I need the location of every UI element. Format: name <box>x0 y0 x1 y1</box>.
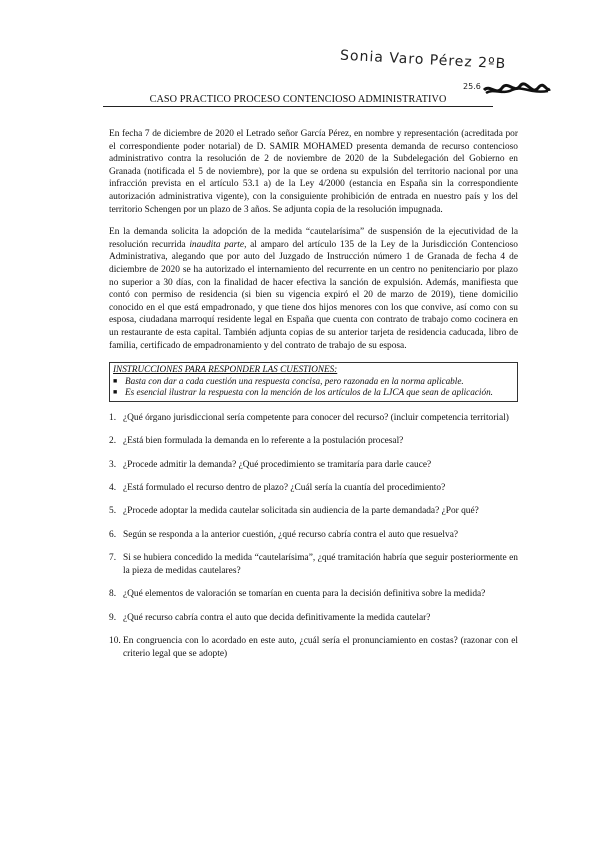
paragraph-2-text-a: En la demanda solicita la adopción de la medida “cautelarísima” de suspensión de la ejecutividad de la resolución recurrida <box>109 227 518 250</box>
question-item <box>109 552 518 577</box>
square-bullet-icon: ■ <box>113 376 118 385</box>
question-item <box>109 505 518 518</box>
question-item <box>109 635 518 660</box>
instruction-item <box>113 376 514 388</box>
question-item <box>109 459 518 472</box>
question-item <box>109 482 518 495</box>
question-item <box>109 588 518 601</box>
paragraph-2-italic: inaudita parte <box>189 239 245 250</box>
instructions-box <box>109 362 518 402</box>
case-paragraph-2 <box>109 226 518 352</box>
document-title: CASO PRACTICO PROCESO CONTENCIOSO ADMINISTRATIVO <box>103 94 493 107</box>
question-item <box>109 529 518 542</box>
question-number: 5. <box>109 506 117 517</box>
question-number: 10. <box>109 635 121 646</box>
questions-list <box>109 412 518 660</box>
question-text: ¿Procede admitir la demanda? ¿Qué procedimiento se tramitaría para darle cauce? <box>123 459 432 470</box>
question-text: ¿Está formulado el recurso dentro de plazo? ¿Cuál sería la cuantía del procedimiento? <box>123 483 446 494</box>
question-number: 2. <box>109 436 117 447</box>
question-item <box>109 612 518 625</box>
instruction-text: Basta con dar a cada cuestión una respuesta concisa, pero razonada en la norma aplicable. <box>125 375 464 386</box>
question-text: ¿Procede adoptar la medida cautelar solicitada sin audiencia de la parte demandada? ¿Por qué? <box>123 506 479 517</box>
question-number: 7. <box>109 553 117 564</box>
question-text: ¿Qué órgano jurisdiccional sería competente para conocer del recurso? (incluir competencia territorial) <box>123 412 509 423</box>
question-number: 8. <box>109 589 117 600</box>
handwritten-date: 25.6 <box>463 82 481 91</box>
question-number: 6. <box>109 529 117 540</box>
instructions-title: INSTRUCCIONES PARA RESPONDER LAS CUESTIONES: <box>113 364 338 375</box>
handwritten-student-name: Sonia Varo Pérez 2ºB <box>339 47 507 73</box>
question-text: ¿Qué elementos de valoración se tomarían en cuenta para la decisión definitiva sobre la medida? <box>123 589 486 600</box>
question-text: ¿Qué recurso cabría contra el auto que decida definitivamente la medida cautelar? <box>123 612 431 623</box>
paragraph-2-text-b: , al amparo del artículo 135 de la Ley de la Jurisdicción Contencioso Administrativa, alegando que por auto del Juzgado de Instrucción número 1 de Granada de fecha 4 de diciembre de 2020 se ha autorizado el internamiento del recurrente en un centro no penitenciario por plazo no superior a 30 días, con la finalidad de hacer efectiva la sanción de expulsión. Además, manifiesta que contó con permiso de residencia (si bien su vigencia expiró el 20 de marzo de 2019), tiene domicilio conocido en el que está empadronado, y que tiene dos hijos menores con los que convive, así como con su esposa, ciudadana marroquí residente legal en España que cuenta con contrato de trabajo como cocinera en un restaurante de esta capital. También adjunta copias de su anterior tarjeta de residencia caducada, libro de familia, certificado de empadronamiento y del contrato de trabajo de su esposa. <box>109 239 518 351</box>
question-text: En congruencia con lo acordado en este auto, ¿cuál sería el pronunciamiento en costas? (razonar con el criterio legal que se adopte) <box>123 635 518 659</box>
question-text: Si se hubiera concedido la medida “cautelarísima”, ¿qué tramitación habría que seguir posteriormente en la pieza de medidas cautelares? <box>123 553 518 576</box>
case-paragraph-1: En fecha 7 de diciembre de 2020 el Letrado señor García Pérez, en nombre y representación (acreditada por el correspondiente poder notarial) de D. SAMIR MOHAMED presenta demanda de recurso contencioso administrativo contra la resolución de 2 de noviembre de 2020 de la Subdelegación del Gobierno en Granada (notificada el 5 de noviembre), por la que se ordena su expulsión del territorio nacional por una infracción prevista en el artículo 53.1 a) de la Ley 4/2000 (estancia en España sin la correspondiente autorización administrativa vigente), con la consiguiente prohibición de entrada en nuestro país y los del territorio Schengen por un plazo de 3 años. Se adjunta copia de la resolución impugnada. <box>109 129 518 215</box>
question-text: ¿Está bien formulada la demanda en lo referente a la postulación procesal? <box>123 436 404 447</box>
instruction-text: Es esencial ilustrar la respuesta con la mención de los artículos de la LJCA que sean de aplicación. <box>125 387 493 398</box>
question-item <box>109 412 518 425</box>
question-number: 1. <box>109 412 117 423</box>
document-body <box>109 128 518 671</box>
instruction-item <box>113 387 514 399</box>
question-item <box>109 435 518 448</box>
square-bullet-icon: ■ <box>113 388 118 397</box>
question-number: 9. <box>109 612 117 623</box>
question-number: 4. <box>109 483 117 494</box>
question-number: 3. <box>109 459 117 470</box>
question-text: Según se responda a la anterior cuestión, ¿qué recurso cabría contra el auto que resuelva? <box>123 529 459 540</box>
